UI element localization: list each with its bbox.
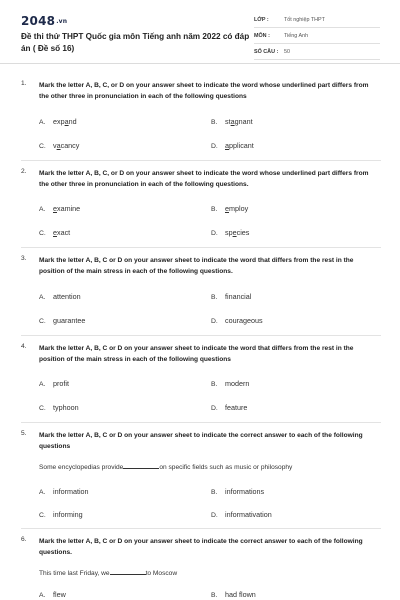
option-a[interactable] [39, 379, 69, 388]
option-b[interactable] [211, 117, 253, 126]
page-header [0, 0, 400, 64]
exam-meta [254, 14, 380, 62]
question-divider [21, 160, 381, 161]
question-prompt: Mark the letter A, B, C, or D on your answer sheet to indicate the word whose underlined part differs from the other three in pronunciation in each of the following questions. [39, 170, 369, 188]
option-text: typhoon [53, 403, 79, 412]
option-text-post: pplicant [229, 141, 254, 150]
exam-title: Đề thi thử THPT Quốc gia môn Tiếng anh năm 2022 có đáp án ( Đề số 16) [21, 32, 250, 53]
option-text: information [53, 487, 89, 496]
option-letter: A. [39, 206, 46, 213]
option-d[interactable] [211, 403, 247, 412]
option-letter: D. [211, 230, 218, 237]
option-underlined: e [53, 228, 57, 237]
option-text-pre: exp [53, 117, 65, 126]
answer-blank [110, 569, 146, 575]
question-number: 1. [21, 80, 27, 87]
question-stem [39, 463, 292, 471]
option-letter: B. [211, 381, 218, 388]
question-prompt: Mark the letter A, B, C, or D on your answer sheet to indicate the word whose underlined part differs from the other three in pronunciation in each of the following questions [39, 82, 369, 100]
option-c[interactable] [39, 316, 85, 325]
stem-before: Some encyclopedias provide [39, 464, 124, 471]
option-d[interactable] [211, 510, 272, 519]
option-text-post: xact [57, 228, 71, 237]
option-c[interactable] [39, 403, 79, 412]
logo-text: 2048 [21, 14, 56, 28]
option-letter: B. [211, 294, 218, 301]
question-prompt: Mark the letter A, B, C or D on your answer sheet to indicate the word that differs from the rest in the position of the main stress in each of the following questions [39, 345, 354, 363]
option-text: informations [225, 487, 265, 496]
option-b[interactable] [211, 204, 248, 213]
option-letter: D. [211, 318, 218, 325]
option-text: courageous [225, 316, 263, 325]
option-text: attention [53, 292, 81, 301]
option-letter: D. [211, 143, 218, 150]
option-c[interactable] [39, 510, 83, 519]
question-number: 3. [21, 255, 27, 262]
option-text: informativation [225, 510, 272, 519]
option-letter: D. [211, 405, 218, 412]
option-letter: A. [39, 592, 46, 599]
meta-count-row [254, 46, 380, 60]
question-number: 6. [21, 536, 27, 543]
meta-subject-row [254, 30, 380, 44]
option-text: informing [53, 510, 83, 519]
question-prompt: Mark the letter A, B, C or D on your answer sheet to indicate the correct answer to each of the following questions. [39, 538, 363, 556]
option-a[interactable] [39, 487, 89, 496]
meta-count-value: 50 [284, 49, 290, 55]
stem-before: This time last Friday, we [39, 570, 110, 577]
option-underlined: e [232, 228, 237, 237]
site-logo[interactable] [21, 14, 67, 28]
option-b[interactable] [211, 487, 264, 496]
option-underlined: e [225, 204, 229, 213]
question-divider [21, 247, 381, 248]
option-text-post: mploy [229, 204, 249, 213]
meta-count-label: SỐ CÂU : [254, 49, 279, 55]
stem-after: on specific fields such as music or philosophy [159, 464, 293, 471]
option-letter: C. [39, 512, 46, 519]
question-divider [21, 422, 381, 423]
option-text: profit [53, 379, 69, 388]
option-letter: B. [211, 119, 218, 126]
option-underlined: a [64, 117, 69, 126]
option-text-post: cies [236, 228, 250, 237]
question-stem [39, 569, 177, 577]
option-letter: B. [211, 206, 218, 213]
meta-subject-label: MÔN : [254, 33, 270, 39]
option-letter: B. [211, 592, 218, 599]
option-text: modern [225, 379, 250, 388]
option-a[interactable] [39, 204, 80, 213]
meta-subject-value: Tiếng Anh [284, 33, 309, 39]
question-prompt: Mark the letter A, B, C or D on your answer sheet to indicate the correct answer to each of the following questions [39, 432, 363, 450]
option-underlined: a [225, 141, 229, 150]
option-text: had flown [225, 590, 256, 599]
option-letter: C. [39, 143, 46, 150]
question-number: 4. [21, 343, 27, 350]
option-letter: A. [39, 381, 46, 388]
question-prompt: Mark the letter A, B, C or D on your answer sheet to indicate the word that differs from the rest in the position of the main stress in each of the following questions. [39, 257, 354, 275]
question-divider [21, 335, 381, 336]
option-text-pre: sp [225, 228, 233, 237]
option-text-post: gnant [234, 117, 253, 126]
option-text-pre: v [53, 141, 57, 150]
option-a[interactable] [39, 590, 66, 599]
option-text: financial [225, 292, 252, 301]
option-letter: A. [39, 489, 46, 496]
question-divider [21, 528, 381, 529]
question-number: 2. [21, 168, 27, 175]
option-text: guarantee [53, 316, 86, 325]
option-underlined: e [53, 204, 57, 213]
option-d[interactable] [211, 316, 263, 325]
option-underlined: a [56, 141, 61, 150]
option-text-post: cancy [60, 141, 80, 150]
option-letter: A. [39, 119, 46, 126]
option-text: flew [53, 590, 66, 599]
option-b[interactable] [211, 590, 256, 599]
option-c[interactable] [39, 228, 70, 237]
question-number: 5. [21, 430, 27, 437]
option-letter: A. [39, 294, 46, 301]
option-letter: C. [39, 230, 46, 237]
option-text-pre: st [225, 117, 231, 126]
option-d[interactable] [211, 228, 249, 237]
option-a[interactable] [39, 117, 77, 126]
option-d[interactable] [211, 141, 254, 150]
answer-blank [123, 463, 159, 469]
option-text-post: nd [68, 117, 77, 126]
meta-class-value: Tốt nghiệp THPT [284, 17, 325, 23]
option-letter: C. [39, 405, 46, 412]
meta-class-row [254, 14, 380, 28]
option-text-post: xamine [57, 204, 81, 213]
option-text: feature [225, 403, 248, 412]
option-underlined: a [230, 117, 235, 126]
option-letter: C. [39, 318, 46, 325]
logo-suffix: .vn [56, 18, 68, 25]
stem-after: to Moscow [145, 570, 178, 577]
option-letter: D. [211, 512, 218, 519]
option-b[interactable] [211, 292, 251, 301]
meta-class-label: LỚP : [254, 17, 269, 23]
option-a[interactable] [39, 292, 81, 301]
option-b[interactable] [211, 379, 249, 388]
option-letter: B. [211, 489, 218, 496]
option-c[interactable] [39, 141, 79, 150]
